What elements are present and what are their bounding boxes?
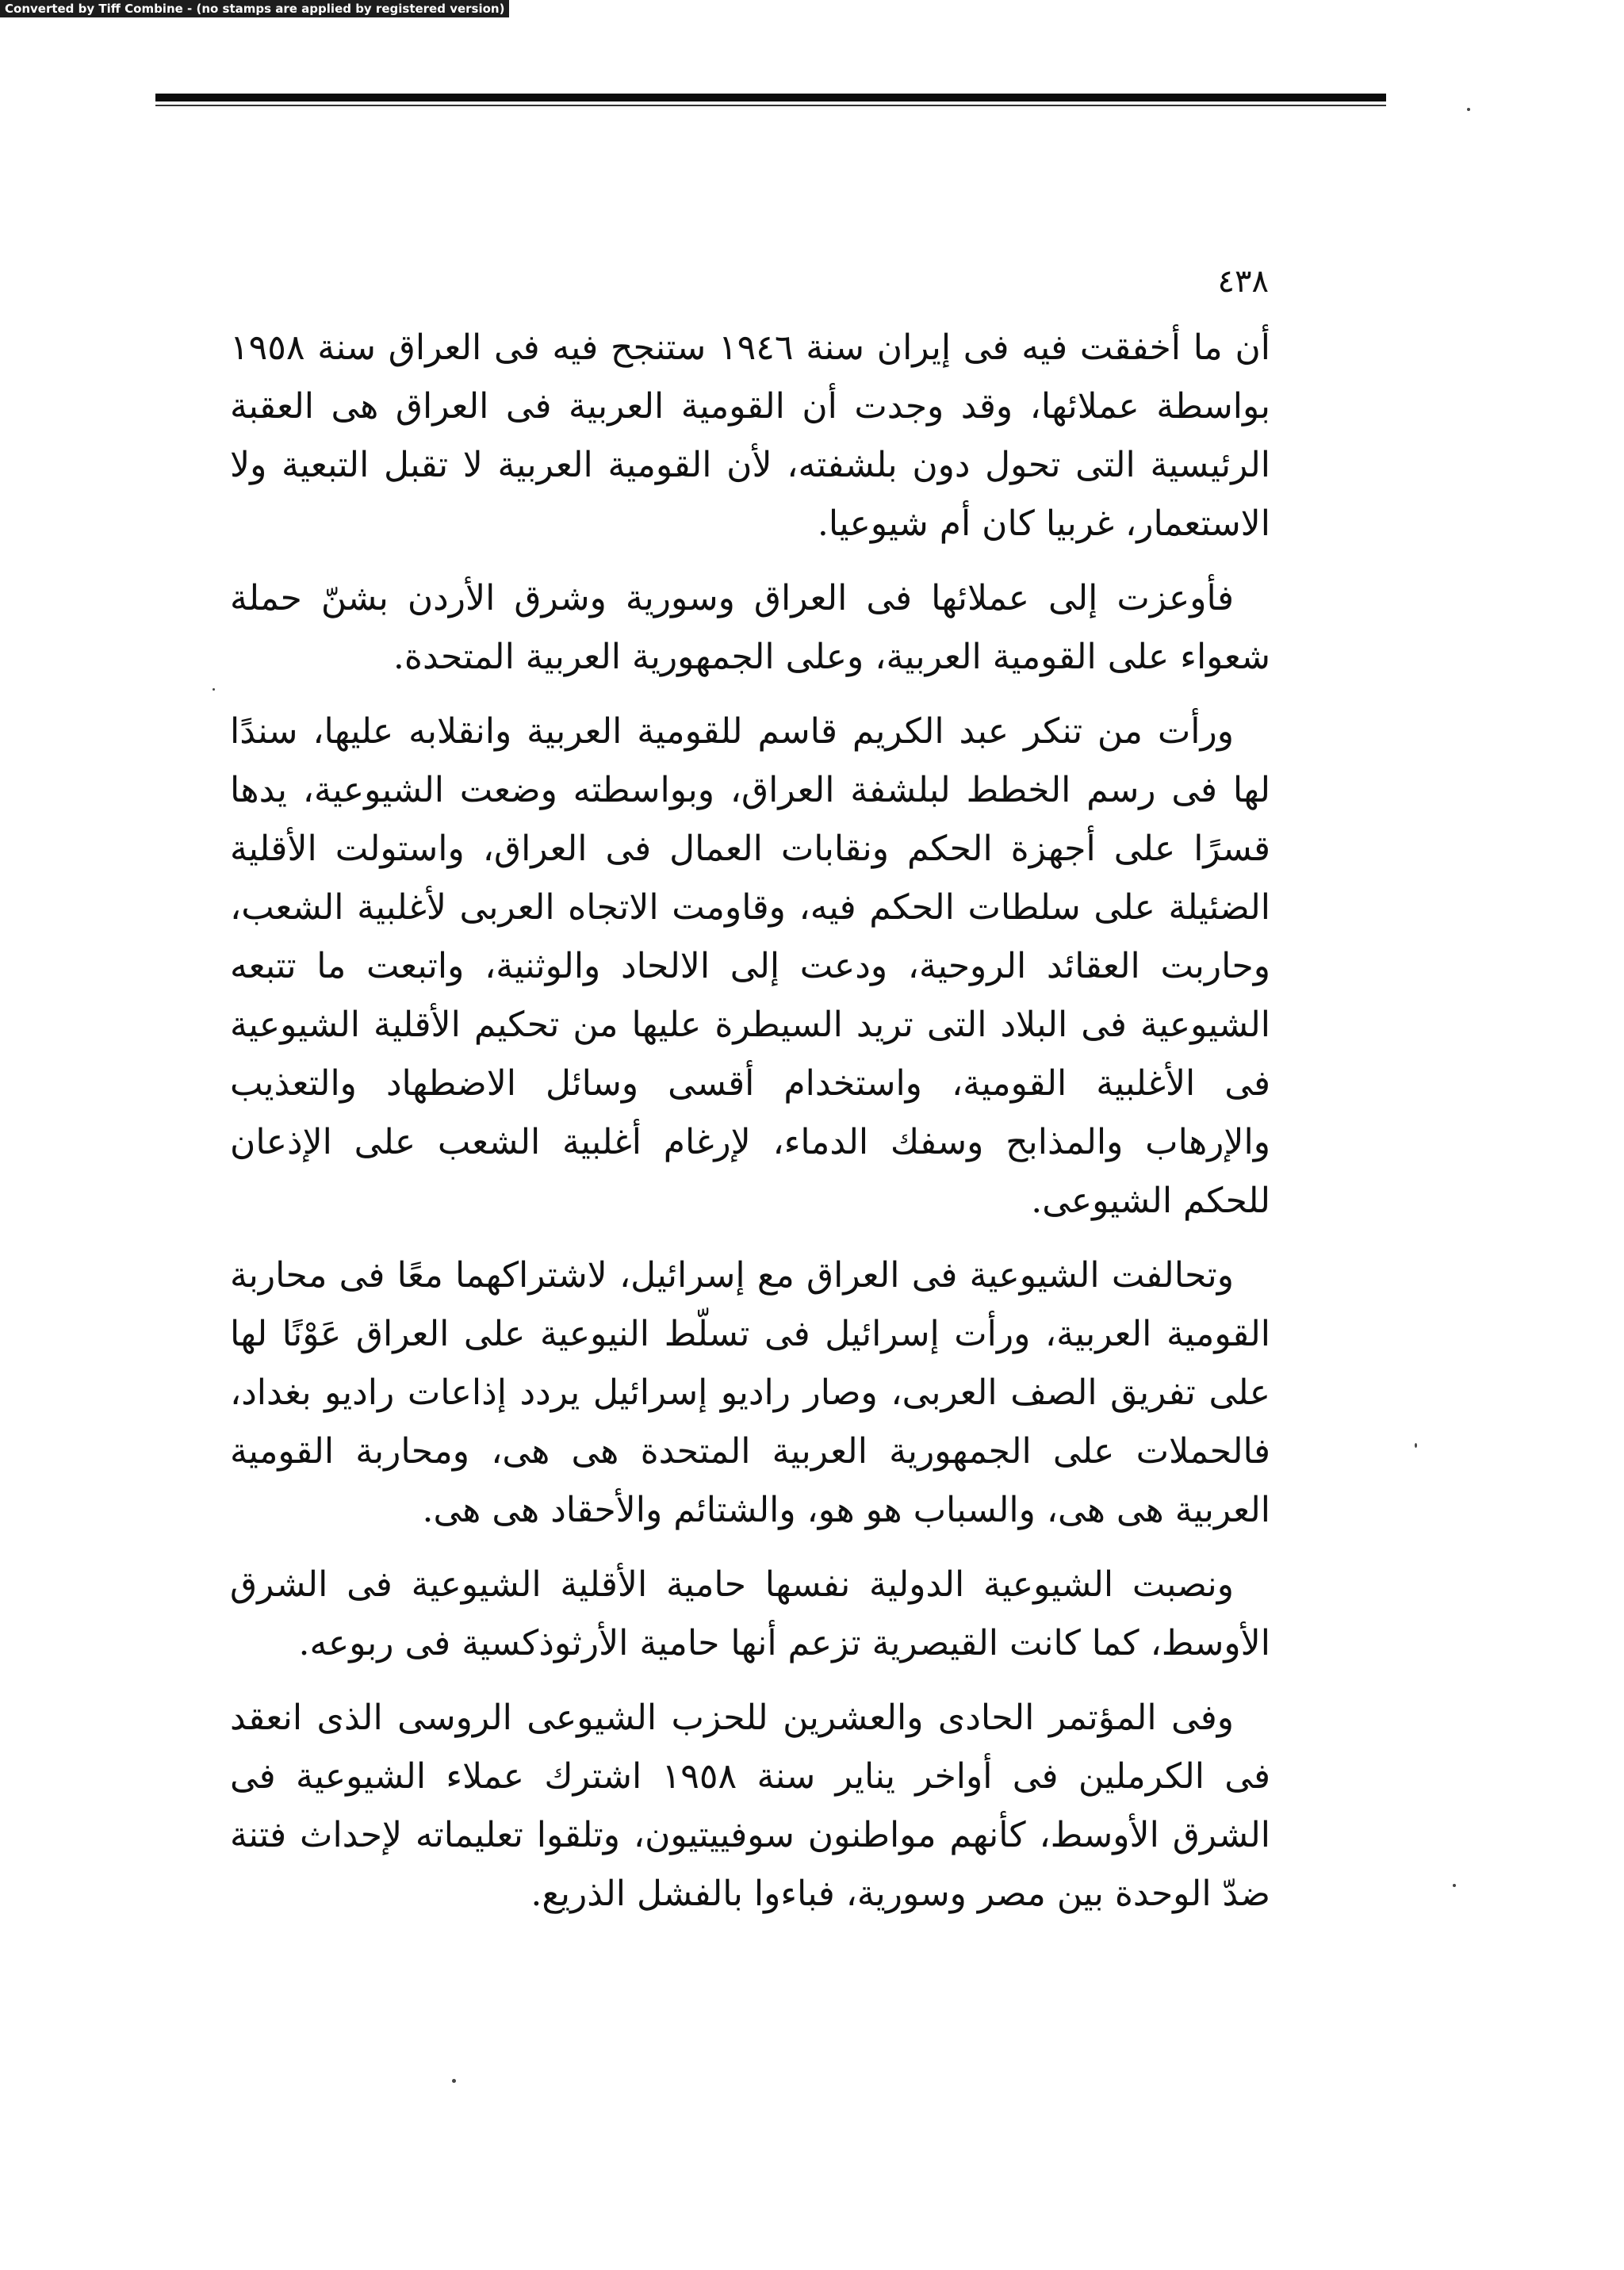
page-number: ٤٣٨: [1217, 263, 1269, 300]
paragraph: ورأت من تنكر عبد الكريم قاسم للقومية العربية وانقلابه عليها، سندًا لها فى رسم الخطط لبلشفة العراق، وبواسطته وضعت الشيوعية، يدها قسرًا على أجهزة الحكم ونقابات العمال فى العراق، واستولت الأقلية الضئيلة على سلطات الحكم فيه، وقاومت الاتجاه العربى لأغلبية الشعب، وحاربت العقائد الروحية، ودعت إلى الالحاد والوثنية، واتبعت ما تتبعه الشيوعية فى البلاد التى تريد السيطرة عليها من تحكيم الأقلية الشيوعية فى الأغلبية القومية، واستخدام أقسى وسائل الاضطهاد والتعذيب والإرهاب والمذابح وسفك الدماء، لإرغام أغلبية الشعب على الإذعان للحكم الشيوعى.: [230, 711, 1270, 1221]
paragraph: وتحالفت الشيوعية فى العراق مع إسرائيل، لاشتراكهما معًا فى محاربة القومية العربية، ورأت إسرائيل فى تسلّط النيوعية على العراق عَوْنًا لها على تفريق الصف العربى، وصار راديو إسرائيل يردد إذاعات راديو بغداد، فالحملات على الجمهورية العربية المتحدة هى هى، ومحاربة القومية العربية هى هى، والسباب هو هو، والشتائم والأحقاد هى هى.: [230, 1255, 1270, 1530]
scan-speck: [452, 2079, 456, 2083]
scan-speck: [213, 688, 215, 691]
paragraph: أن ما أخفقت فيه فى إيران سنة ١٩٤٦ ستنجح فيه فى العراق سنة ١٩٥٨ بواسطة عملائها، وقد وجدت أن القومية العربية فى العراق هى العقبة الرئيسية التى تحول دون بلشفته، لأن القومية العربية لا تقبل التبعية ولا الاستعمار، غربيا كان أم شيوعيا.: [230, 327, 1271, 544]
watermark-banner: Converted by Tiff Combine - (no stamps are applied by registered version): [0, 0, 509, 17]
scan-speck: [1415, 1443, 1417, 1448]
body-text: [230, 319, 1270, 1939]
scan-speck: [1467, 108, 1470, 111]
paragraph: وفى المؤتمر الحادى والعشرين للحزب الشيوعى الروسى الذى انعقد فى الكرملين فى أواخر يناير سنة ١٩٥٨ اشترك عملاء الشيوعية فى الشرق الأوسط، كأنهم مواطنون سوفييتيون، وتلقوا تعليماته لإحداث فتنة ضدّ الوحدة بين مصر وسورية، فباءوا بالفشل الذريع.: [230, 1698, 1270, 1914]
header-rule: [155, 94, 1386, 101]
scan-speck: [1453, 1884, 1456, 1887]
paragraph: ونصبت الشيوعية الدولية نفسها حامية الأقلية الشيوعية فى الشرق الأوسط، كما كانت القيصرية تزعم أنها حامية الأرثوذكسية فى ربوعه.: [230, 1564, 1270, 1663]
paragraph: فأوعزت إلى عملائها فى العراق وسورية وشرق الأردن بشنّ حملة شعواء على القومية العربية، وعلى الجمهورية العربية المتحدة.: [230, 578, 1270, 677]
header-rule-thin: [155, 105, 1386, 106]
